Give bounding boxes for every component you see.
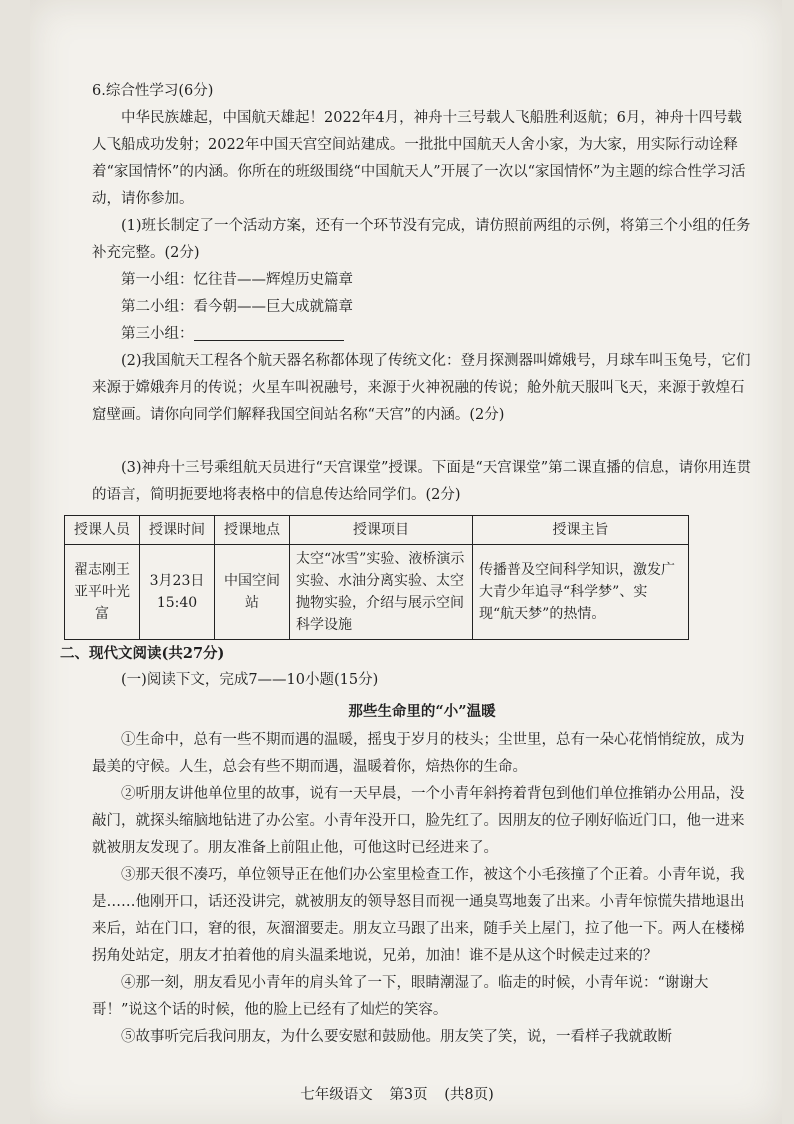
table-header-row: [65, 516, 689, 545]
header-place: 授课地点: [215, 516, 290, 545]
q6-question-3: (3)神舟十三号乘组航天员进行“天宫课堂”授课。下面是“天宫课堂”第二课直播的信息，请你用连贯的语言，简明扼要地将表格中的信息传达给同学们。(2分): [92, 460, 752, 503]
cell-people: 翟志刚王亚平叶光富: [65, 545, 140, 640]
article-para-4: ④那一刻，朋友看见小青年的肩头耸了一下，眼睛潮湿了。临走的时候，小青年说：“谢谢大哥！”说这个话的时候，他的脸上已经有了灿烂的笑容。: [92, 975, 709, 1018]
article-para-1: ①生命中，总有一些不期而遇的温暖，摇曳于岁月的枝头；尘世里，总有一朵心花悄悄绽放，成为最美的守候。人生，总会有些不期而遇，温暖着你，焙热你的生命。: [92, 732, 745, 775]
table-row: [65, 545, 689, 640]
group-3-label: 第三小组：: [121, 326, 194, 342]
answer-blank[interactable]: [194, 324, 344, 341]
q6-heading: 6.综合性学习(6分): [92, 83, 214, 99]
lecture-info-table: [64, 515, 689, 640]
group-1: 第一小组：忆往昔——辉煌历史篇章: [121, 272, 353, 288]
cell-place: 中国空间站: [215, 545, 290, 640]
section-2-heading: 二、现代文阅读(共27分): [60, 645, 225, 662]
article-title: 那些生命里的“小”温暖: [348, 703, 496, 720]
q6-question-1: (1)班长制定了一个活动方案，还有一个环节没有完成，请仿照前两组的示例，将第三个小组的任务补充完整。(2分): [92, 218, 751, 261]
article-para-3: ③那天很不凑巧，单位领导正在他们办公室里检查工作，被这个小毛孩撞了个正着。小青年说，我是……他刚开口，话还没讲完，就被朋友的领导怒目而视一通臭骂地轰了出来。小青年惊慌失措地退出来后，站在门口，窘的很，灰溜溜要走。朋友立马跟了出来，随手关上屋门，拉了他一下。两人在楼梯拐角处站定，朋友才拍着他的肩头温柔地说，兄弟，加油！谁不是从这个时候走过来的？: [92, 867, 745, 964]
page-content: [60, 78, 752, 1051]
group-3-line: [92, 321, 752, 348]
cell-purpose: 传播普及空间科学知识，激发广大青少年追寻“科学梦”、实现“航天梦”的热情。: [473, 545, 689, 640]
cell-time: 3月23日15:40: [140, 545, 215, 640]
footer-page: 第3页: [389, 1087, 428, 1103]
header-purpose: 授课主旨: [473, 516, 689, 545]
header-people: 授课人员: [65, 516, 140, 545]
header-items: 授课项目: [290, 516, 473, 545]
section-2-sub: (一)阅读下文，完成7——10小题(15分): [121, 672, 379, 688]
article-para-5: ⑤故事听完后我问朋友，为什么要安慰和鼓励他。朋友笑了笑，说，一看样子我就敢断: [121, 1029, 672, 1045]
header-time: 授课时间: [140, 516, 215, 545]
page-footer: [0, 1083, 794, 1104]
footer-subject: 七年级语文: [300, 1087, 373, 1103]
group-2: 第二小组：看今朝——巨大成就篇章: [121, 299, 353, 315]
exam-page: [30, 0, 782, 1124]
cell-items: 太空“冰雪”实验、液桥演示实验、水油分离实验、太空抛物实验，介绍与展示空间科学设施: [290, 545, 473, 640]
q6-question-2: (2)我国航天工程各个航天器名称都体现了传统文化：登月探测器叫嫦娥号，月球车叫玉兔号，它们来源于嫦娥奔月的传说；火星车叫祝融号，来源于火神祝融的传说；舱外航天服叫飞天，来源于敦煌石窟壁画。请你向同学们解释我国空间站名称“天宫”的内涵。(2分): [92, 353, 751, 423]
footer-total: (共8页): [444, 1087, 494, 1103]
q6-intro: 中华民族雄起，中国航天雄起！2022年4月，神舟十三号载人飞船胜利返航；6月，神舟十四号载人飞船成功发射；2022年中国天宫空间站建成。一批批中国航天人舍小家，为大家，用实际行动诠释着“家国情怀”的内涵。你所在的班级围绕“中国航天人”开展了一次以“家国情怀”为主题的综合性学习活动，请你参加。: [92, 110, 746, 207]
article-para-2: ②听朋友讲他单位里的故事，说有一天早晨，一个小青年斜挎着背包到他们单位推销办公用品，没敲门，就探头缩脑地钻进了办公室。小青年没开口，脸先红了。因朋友的位子刚好临近门口，他一进来就被朋友发现了。朋友准备上前阻止他，可他这时已经进来了。: [92, 786, 745, 856]
